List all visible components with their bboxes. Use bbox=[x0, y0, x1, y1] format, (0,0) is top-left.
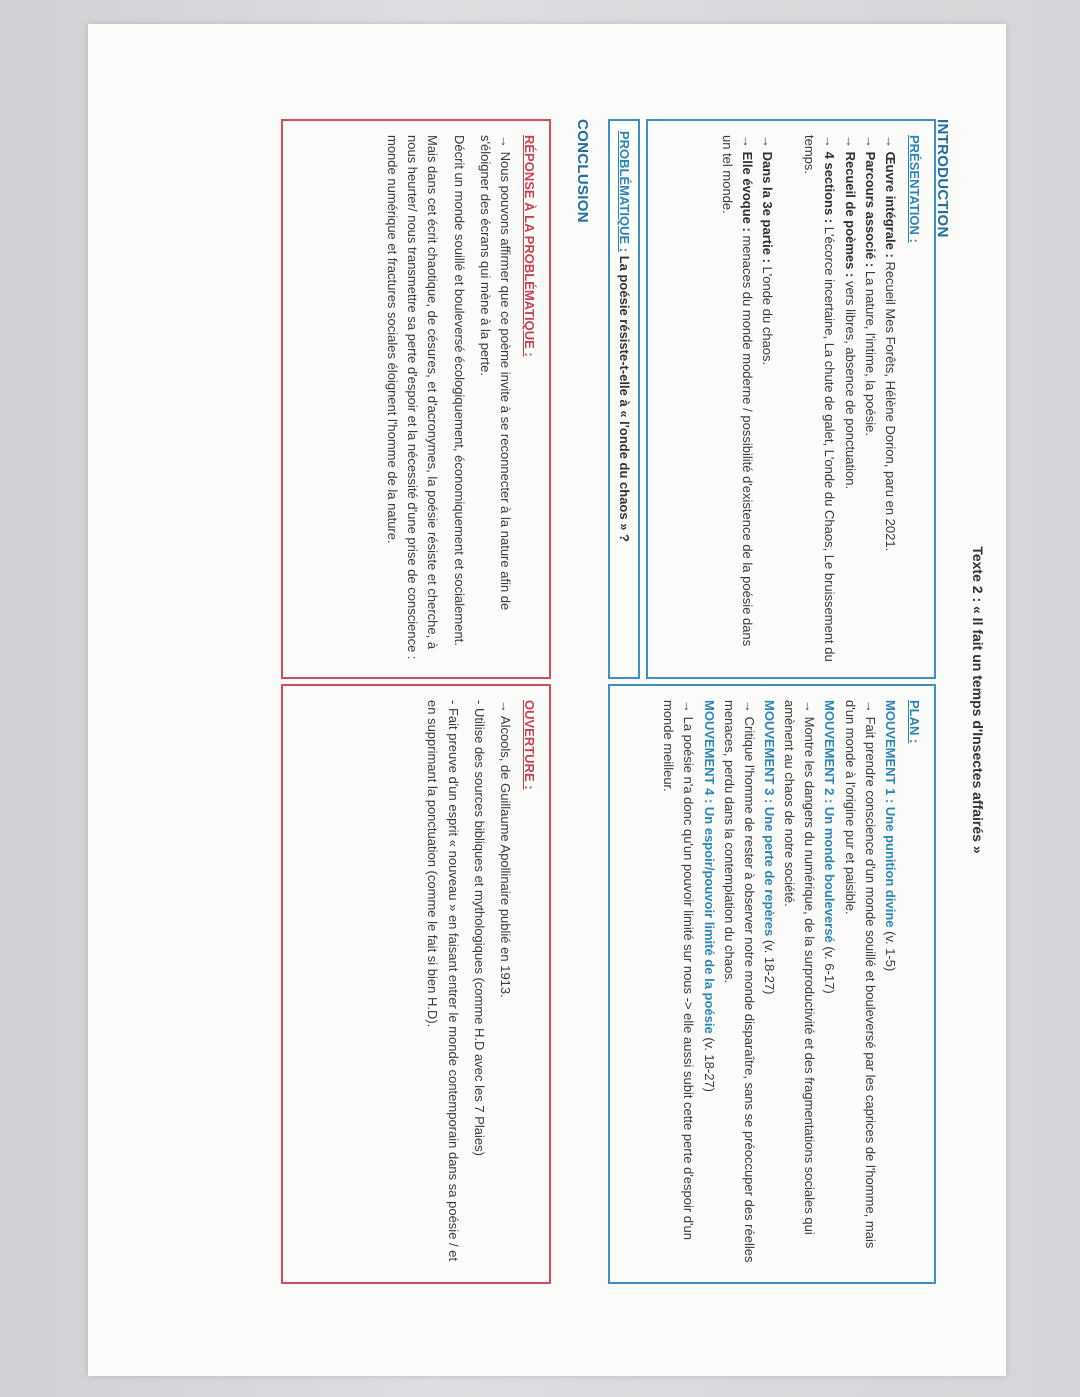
list-item: → 4 sections : L'écorce incertaine, La chute de galet, L'onde du Chaos, Le bruissement du temps. bbox=[802, 135, 838, 662]
paragraph: → Nous pouvons affirmer que ce poème invite à se reconnecter à la nature afin de s'éloigner des écrans qui mène à la perte. bbox=[477, 135, 513, 611]
list-item: → Dans la 3e partie : L'onde du chaos. bbox=[760, 135, 776, 366]
ouverture-box bbox=[281, 684, 551, 1284]
list-item: → Recueil de poèmes : vers libres, absence de ponctuation. bbox=[842, 135, 858, 490]
presentation-label: PRÉSENTATION : bbox=[907, 135, 922, 243]
movement-item: MOUVEMENT 2 : Un monde bouleversé (v. 6-17) bbox=[822, 700, 838, 994]
paragraph: - Utilise des sources bibliques et mythologiques (comme H.D avec les 7 Plaies) bbox=[471, 700, 487, 1156]
list-item: → Elle évoque : menaces du monde moderne / possibilité d'existence de la poésie dans un tel monde. bbox=[719, 135, 756, 647]
movement-item: MOUVEMENT 3 : Une perte de repères (v. 18-27) bbox=[762, 700, 778, 995]
paragraph: Mais dans cet écrit chaotique, de césures, et d'acronymes, la poésie résiste et cherche, à nous heurter/ nous transmettre sa perte d'espoir et la nécessité d'une prise de conscience : monde numérique et fractures sociales éloignent l'homme de la nature. bbox=[385, 135, 441, 660]
conclusion-heading: CONCLUSION bbox=[574, 119, 591, 223]
paragraph: - Fait preuve d'un esprit « nouveau » en faisant entrer le monde contemporain dans sa poésie / et en supprimant la ponctuation (comme le fait si bien H.D). bbox=[425, 700, 461, 1262]
sheet-content bbox=[88, 24, 1006, 1376]
movement-text: → Montre les dangers du numérique, de la surproductivité et des fragmentations sociales qui amènent au chaos de notre société. bbox=[782, 700, 818, 1235]
plan-label: PLAN : bbox=[907, 700, 922, 744]
movement-text: → La poésie n'a donc qu'un pouvoir limité sur nous -> elle aussi subit cette perte d'espoir d'un monde meilleur. bbox=[661, 700, 697, 1240]
introduction-heading: INTRODUCTION bbox=[934, 119, 951, 238]
problematique-box: PROBLÉMATIQUE : La poésie résiste-t-elle à « l'onde du chaos » ? bbox=[608, 119, 640, 679]
movement-item: MOUVEMENT 4 : Un espoir/pouvoir limité de la poésie (v. 18-27) bbox=[701, 700, 717, 1093]
movement-text: → Critique l'homme de rester à observer notre monde disparaître, sans se préoccuper des réelles menaces, perdu dans la contemplation du chaos. bbox=[721, 700, 757, 1263]
paragraph: Décrit un monde souillé et bouleversé écologiquement, économiquement et socialement. bbox=[451, 135, 467, 646]
movement-item: MOUVEMENT 1 : Une punition divine (v. 1-5) bbox=[882, 700, 898, 972]
plan-box bbox=[608, 684, 936, 1284]
list-item: → Parcours associé : La nature, l'intime, la poésie. bbox=[862, 135, 878, 436]
ouverture-label: OUVERTURE : bbox=[522, 700, 537, 790]
paragraph: → Alcools, de Guillaume Apollinaire publié en 1913. bbox=[497, 700, 513, 998]
reponse-box bbox=[281, 119, 551, 679]
page-title: Texte 2 : « Il fait un temps d'Insectes affairés » bbox=[970, 546, 986, 854]
movement-text: → Fait prendre conscience d'un monde souillé et bouleversé par les caprices de l'homme, mais d'un monde à l'origine pur et paisible. bbox=[842, 700, 878, 1249]
reponse-label: RÉPONSE À LA PROBLÉMATIQUE : bbox=[522, 135, 537, 357]
presentation-box bbox=[646, 119, 936, 679]
paper-sheet bbox=[88, 24, 1006, 1376]
list-item: → Œuvre intégrale : Recueil Mes Forêts, Hélène Dorion, paru en 2021. bbox=[882, 135, 898, 552]
